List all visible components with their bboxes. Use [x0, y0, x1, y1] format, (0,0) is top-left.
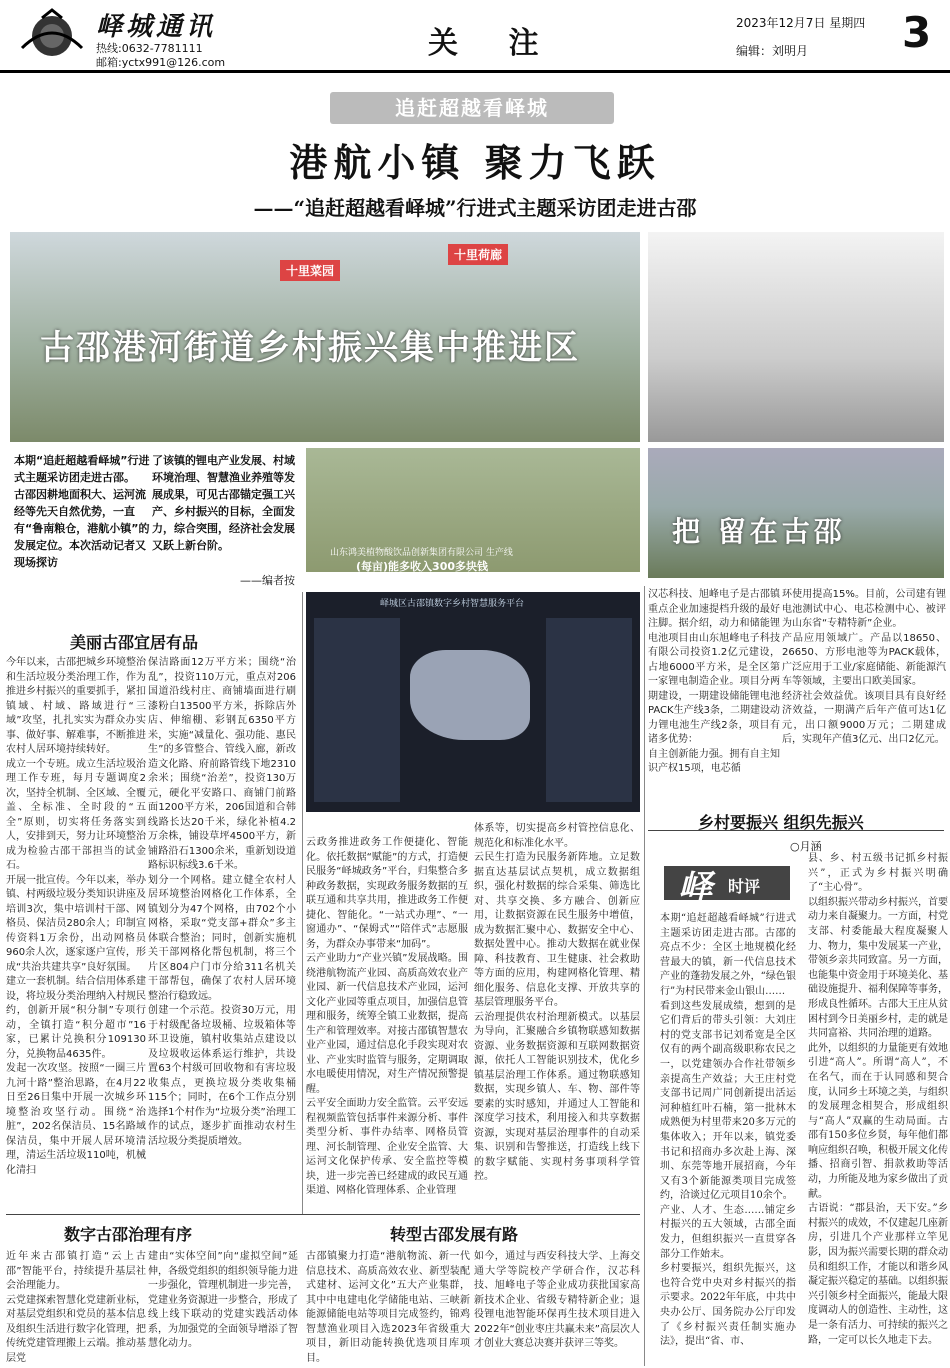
photo-factory-workshop	[648, 232, 944, 442]
section4-col2: 建由“实体空间”向“虚拟空间”延伸，各级党组织的组织领导能力进一步强化，管理机制进一步完善，党建业务资源进一步整合，形成了线上线下联动的党建实践活动体系，为加强党的全面领导增添了智慧化动力。	[148, 1251, 298, 1349]
review-col2: 县、乡、村五级书记抓乡村振兴”，正式为乡村振兴明确了“主心骨”。 以组织振兴带动乡村振兴，首要动力来自凝聚力。一方面，村党支部、村委能最大程度凝聚人力、物力，集中发展某一产业，带领乡亲共同致富。另一方面，也能集中资金用于环境美化、基础设施提升、福利保障等事务，形成良性循环。古邵大王庄从贫困村到今日美丽乡村，走的就是共同富裕、共同治理的道路。 此外，以组织的力量能更有效地引进“高人”。所谓“高人”，不在名气，而在于认同感和契合度，认同乡土环境之美，与组织的发展理念相契合，形成组织与“高人”双赢的生动局面。古邵有150多位乡贤，每年他们都响应组织召唤，积极开展文化传播、招商引智、捐款救助等活动，力所能及地为家乡做出了贡献。 古语说：“郡县治，天下安。”乡村振兴的成效，不仅建起几座新房，引进几个产业那样立竿见影，因为振兴需要长期的群众动员和组织工作，才能以和谐乡风凝定振兴稳定的基础。以组织振兴引领乡村全面振兴，能最大限度调动人的创造性、主动性，这是一条有活力、可持续的振兴之路，一定可以长久地走下去。	[808, 853, 948, 1346]
divider-lower	[6, 1214, 640, 1215]
headline: 港航小镇 聚力飞跃	[289, 141, 661, 185]
section-name: 关 注	[428, 26, 559, 61]
photo4-sign-text: 把 留在古邵	[672, 515, 846, 548]
section5-col1: 古邵镇聚力打造“港航物流、新一代信息技术、高质高效农业、新型装配式建材、运河文化”五大产业集群，其中中电建电化学储能电站、三峡新能源储能电站等项目完成签约，锦鸡智慧渔业项目入选2023年省级重大项目，新旧动能转换优选项目库项目。	[306, 1251, 470, 1364]
masthead-rule	[0, 70, 950, 73]
paper-name: 峄城通讯	[96, 12, 217, 42]
section-title-beautiful: 美丽古邵宜居有品	[70, 633, 199, 652]
screen-right-panel	[546, 618, 632, 802]
intro-signature: ——编者按	[240, 574, 295, 587]
topic-banner: 追赶超越看峄城	[330, 92, 614, 124]
column-rule	[302, 592, 303, 1214]
review-logo-char: 峄	[678, 868, 712, 908]
section1-col2: 保洁路面12万平方米；围绕“治乱”，投资110万元，重点对206国道沿线村庄、商铺墙面进行刷漆粉白13500平方米，拆除店外店、伸缩棚、彩钢瓦6350平方米，实施“减量化、强功能、惠民生”的多管整合、管线入廊，新改造文化路、府前路管线下地2310余米；围绕“治差”，投资130万元，硬化平安路口、商铺门前路面1200平方米，206国道和合韩线路长达20千米，绿化补植4.2万余株，铺设草坪4500平方，新铺路沿石1300余米，重新划设道路标识标线3.6千米。 划分一个网格。建立健全农村人居环境整治网格化工作体系，全镇划分为47个网格，由702个小网格，采取“党支部+群众”多主体联合整治；同时，创新实施机关干部网格化帮包机制，将三个片区804户门市分给311名机关干部帮包，确保了农村人居环境整治行稳致远。 创建一个示范。投资30万元，用于村级配备垃圾桶、垃圾箱体等环卫设施，镇村收集站点建设以及垃圾收运体系运行维护，共设置63个村级可回收物和有害垃圾收集点，更换垃圾分类收集桶115个；同时，在6个工作点分别选择1个村作为“垃圾分类”治理工作的试点，逐步扩面推动农村生活垃圾分类提质增效。	[148, 657, 296, 1147]
photo1-tag-vegetable: 十里菜园	[280, 260, 340, 281]
issue-date: 2023年12月7日 星期四	[736, 16, 866, 30]
review-author: ○月涵	[790, 840, 822, 853]
section4-col1: 近年来古邵镇打造“云上古邵”智能平台，持续提升基层社会治理能力。 云党建探索智慧化党建新业标，对基层党组织和党员的基本信息及组织生活进行数字化管理，把传统党建管理搬上云端。推动基层党	[6, 1251, 146, 1364]
screen-map	[410, 650, 530, 740]
hotline: 热线:0632-7781111	[96, 42, 203, 55]
subheadline: ——“追赶超越看峄城”行进式主题采访团走进古邵	[253, 196, 697, 220]
section2-col1: 云政务推进政务工作便捷化、智能化。依托数据“赋能”的方式，打造便民服务“峄城政务”平台，归集整合多种政务数据，实现政务服务数据的互联互通和共享共用，推进政务工作便捷化、智能化。“一站式办理”、“一窗通办”、“保姆式”“陪伴式”志愿服务，为群众办事带来“加码”。 云产业助力“产业兴镇”发展战略。围绕港航物流产业园、高质高效农业产业园、新一代信息技术产业园，运河文化产业园等重点项目，加强信息管理和服务，统筹全镇工业数据，提高生产和管理效率。对接古邵镇智慧农业产业园，通过信息化手段实现对农业、产业实时监管与服务，定期调取水电暖使用情况，对生产情况预警提醒。 云平安全面助力安全监管。云平安远程视频监管包括事件来源分析、事件类型分析、事件办结率、网格员管理、河长制管理、企业安全监管、大运河文化保护传承、安全监控等模块，进一步完善已经建成的政民互通渠道、网格化管理体系、企业管理	[306, 837, 468, 1196]
intro-col2: 了该镇的锂电产业发展、村域环境治理、智慧渔业养殖等发展成果，可见古邵锚定强工兴产、乡村振兴的目标，全面发力，综合突围，经济社会发展又跃上新台阶。	[152, 454, 295, 552]
section3-col1: 汉芯科技、旭峰电子是古邵镇重点企业加速提档升级的最好注脚。据介绍，动力和储能锂电池项目由山东旭峰电子科技有限公司投资1.2亿元建设，占地6000平方米，是全区第一家锂电制造企业。项目分两期建设，一期建设储能锂电池PACK生产线3条，二期建设动力锂电池生产线2条，项目有诸多优势： 自主创新能力强。拥有自主知识产权15项，电芯循	[648, 589, 780, 774]
editor: 编辑：刘明月	[736, 44, 809, 58]
review-title: 乡村要振兴 组织先振兴	[698, 813, 864, 832]
email: 邮箱:yctx991@126.com	[96, 56, 226, 69]
section5-col2: 如今，通过与西安科技大学、上海交通大学等院校产学研合作，汉芯科技、旭峰电子等企业成功获批国家高新技术企业、省级专精特新企业；退役锂电池智能环保再生技术项目进入2022年“创业枣庄共赢未来”高层次人才创业大赛总决赛并获评三等奖。	[474, 1251, 640, 1349]
section3-col2: 环使用提高15%。目前，公司建有锂电池测试中心、电芯检测中心、被评为山东省“专精特新”企业。 产品应用领域广。产品以18650、26650、方形电池等为PACK载体，广泛应用于工业/家庭储能、新能源汽车等领域，主要出口欧美国家。 经济社会效益优。该项目具有良好经济效益，一期满产后年产值可达1亿元，出口额9000万元；二期建成后，实现年产值3亿元、出口2亿元。	[782, 589, 946, 745]
photo3-caption: 山东鸿美植物酸饮品创新集团有限公司 生产线	[330, 548, 513, 558]
photo3-caption-2: (每亩)能多收入300多块钱	[356, 560, 489, 573]
review-label: 时评	[728, 877, 761, 896]
column-rule-right	[644, 586, 645, 1366]
photo1-sign-text: 古邵港河街道乡村振兴集中推进区	[40, 328, 580, 368]
section1-col1: 今年以来，古邵把城乡环境整治和生活垃圾分类治理工作，作为推进乡村振兴的重要抓手，紧扣镇域、村域、路域进行“三域”攻坚，扎扎实实为群众办实事、做好事、解难事，不断推进农村人居环境持续转好。 成立一个专班。成立生活垃圾治理工作专班，每月专题调度2次，坚持全机制、全区域、全覆盖、全标准、全时段的“五全”原则，切实将任务落实到人，安排到天，努力让环境整治成为检验古邵干部担当的试金石。 开展一批宣传。今年以来，举办镇、村两级垃圾分类知识讲座及培训3次，集中培训村干部、网格员、保洁员280余人；印制宣传资料1万余份，出动网格员960余人次，逐家逐户宣传，形成“共治共建共享”良好氛围。 建立一套机制。结合信用体系建设，将垃圾分类治理纳入村规民约，创新开展“积分制”专项行动，全镇打造“积分超市”16家，已累计兑换积分109130分，兑换物品4635件。 发起一次攻坚。按照“一圈三片九河十路”整治思路，在4月22日至26日集中开展一次城乡环境整治攻坚行动。围绕“治脏”，202名保洁员、15名路域保洁员，集中开展人居环境清理，清运生活垃圾110吨，机械化清扫	[6, 657, 146, 1176]
review-col1: 本期“追赶超越看峄城”行进式主题采访团走进古邵。古邵的亮点不少：全区土地规模化经营最大的镇，新一代信息技术产业的蓬勃发展之外，“绿色银行”为村民带来金山银山…… 看到这些发展成绩，想到的是它们背后的带头引领：大刘庄村的党支部书记刘希宽是全区仅有的两个副高级职称农民之一，以党建领办合作社带领乡亲提高生产效益；大王庄村党支部书记周广同创新提出活运河种植红叶石楠，第一批林木成熟便为村里带来20多万元的集体收入；开年以来，镇党委书记和招商办多次赴上海、深圳、东莞等地开展招商，今年又有3个新能源类项目完成签约，洽谈过亿元项目10余个。 产业、人才、生态……铺定乡村振兴的五大领域，古邵全面发力，但组织振兴一直贯穿各部分工作始末。 乡村要振兴，组织先振兴，这也符合党中央对乡村振兴的指示要求。2022年年底，中共中央办公厅、国务院办公厅印发了《乡村振兴责任制实施办法》，提出“省、市、	[660, 913, 796, 1348]
review-logo	[664, 860, 790, 906]
screen-left-panel	[314, 618, 400, 802]
section2-col2: 体系等，切实提高乡村管控信息化、规范化和标准化水平。 云民生打造为民服务新阵地。立足数据直达基层试点契机，成立数据组织，强化村数据的综合采集、筛选比对、共享交换、多方融合、创新应用，让数据资源在民生服务中增值，成为数据汇聚中心、数据安全中心、数据处置中心。推动大数据在就业保障、科技教育、卫生健康、社会救助等方面的应用，构建网格化管理、精细化服务、信息化支撑、开放共享的基层管理服务平台。 云治理提供农村治理新模式。以基层为导向，汇聚融合乡镇物联感知数据资源、业务数据资源和互联网数据资源，依托人工智能识别技术，优化乡镇基层治理工作体系。通过物联感知数据，实现乡镇人、车、物、部件等要素的实时感知，并通过人工智能和深度学习技术，利用接入和共享数据资源，实现对基层治理事件的自动采集、识别和告警推送，打造线上线下的数字赋能、实现村务事项科学管控。	[474, 823, 640, 1182]
page-number: 3	[902, 8, 932, 57]
section-title-digital: 数字古邵治理有序	[64, 1225, 193, 1244]
photo5-screen-title: 峄城区古邵镇数字乡村智慧服务平台	[380, 599, 525, 609]
intro-col1: 本期“追赶超越看峄城”行进式主题采访团走进古邵。 古邵因耕地面积大、运河流经等先天自然优势，一直有“鲁南粮仓，港航小镇”的发展定位。本次活动记者又现场探访	[14, 454, 150, 569]
section-title-transform: 转型古邵发展有路	[390, 1225, 519, 1244]
masthead-logo	[12, 8, 92, 60]
photo1-tag-lotus: 十里荷廊	[448, 244, 508, 265]
